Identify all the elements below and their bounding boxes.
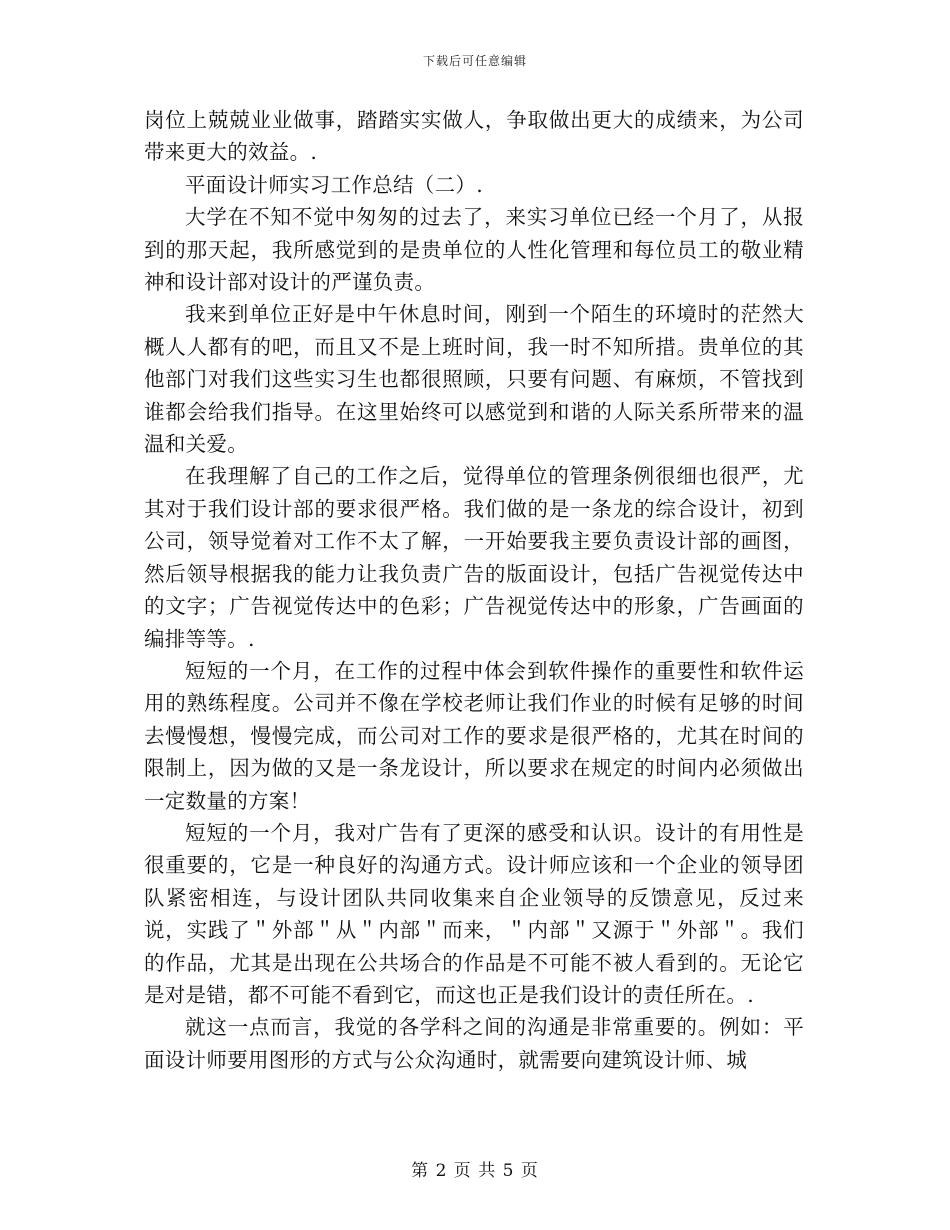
paragraph-continuation: 岗位上兢兢业业做事，踏踏实实做人，争取做出更大的成绩来，为公司带来更大的效益。.	[144, 108, 804, 165]
section-heading: 平面设计师实习工作总结（二）.	[185, 172, 484, 197]
paragraph: 就这一点而言，我觉的各学科之间的沟通是非常重要的。例如：平面设计师要用图形的方式与公众沟通时，就需要向建筑设计师、城	[144, 1015, 804, 1072]
paragraph: 短短的一个月，我对广告有了更深的感受和认识。设计的有用性是很重要的，它是一种良好的沟通方式。设计师应该和一个企业的领导团队紧密相连，与设计团队共同收集来自企业领导的反馈意见，反过来说，实践了＂外部＂从＂内部＂而来，＂内部＂又源于＂外部＂。我们的作品，尤其是出现在公共场合的作品是不可能不被人看到的。无论它是对是错，都不可能不看到它，而这也正是我们设计的责任所在。.	[144, 820, 804, 1007]
document-body	[144, 104, 804, 1076]
paragraph: 短短的一个月，在工作的过程中体会到软件操作的重要性和软件运用的熟练程度。公司并不像在学校老师让我们作业的时候有足够的时间去慢慢想，慢慢完成，而公司对工作的要求是很严格的，尤其在时间的限制上，因为做的又是一条龙设计，所以要求在规定的时间内必须做出一定数量的方案！	[144, 658, 804, 813]
page-footer	[0, 1156, 950, 1181]
page-number-label: 第 2 页 共 5 页	[411, 1161, 539, 1181]
paragraph: 我来到单位正好是中午休息时间，刚到一个陌生的环境时的茫然大概人人都有的吧，而且又不是上班时间，我一时不知所措。贵单位的其他部门对我们这些实习生也都很照顾，只要有问题、有麻烦，不管找到谁都会给我们指导。在这里始终可以感觉到和谐的人际关系所带来的温温和关爱。	[144, 302, 804, 457]
page-header-note: 下载后可任意编辑	[422, 54, 527, 68]
paragraph: 在我理解了自己的工作之后，觉得单位的管理条例很细也很严，尤其对于我们设计部的要求很严格。我们做的是一条龙的综合设计，初到公司，领导觉着对工作不太了解，一开始要我主要负责设计部的画图，然后领导根据我的能力让我负责广告的版面设计，包括广告视觉传达中的文字；广告视觉传达中的色彩；广告视觉传达中的形象，广告画面的编排等等。.	[144, 464, 804, 651]
paragraph: 大学在不知不觉中匆匆的过去了，来实习单位已经一个月了，从报到的那天起，我所感觉到的是贵单位的人性化管理和每位员工的敬业精神和设计部对设计的严谨负责。	[144, 205, 804, 295]
